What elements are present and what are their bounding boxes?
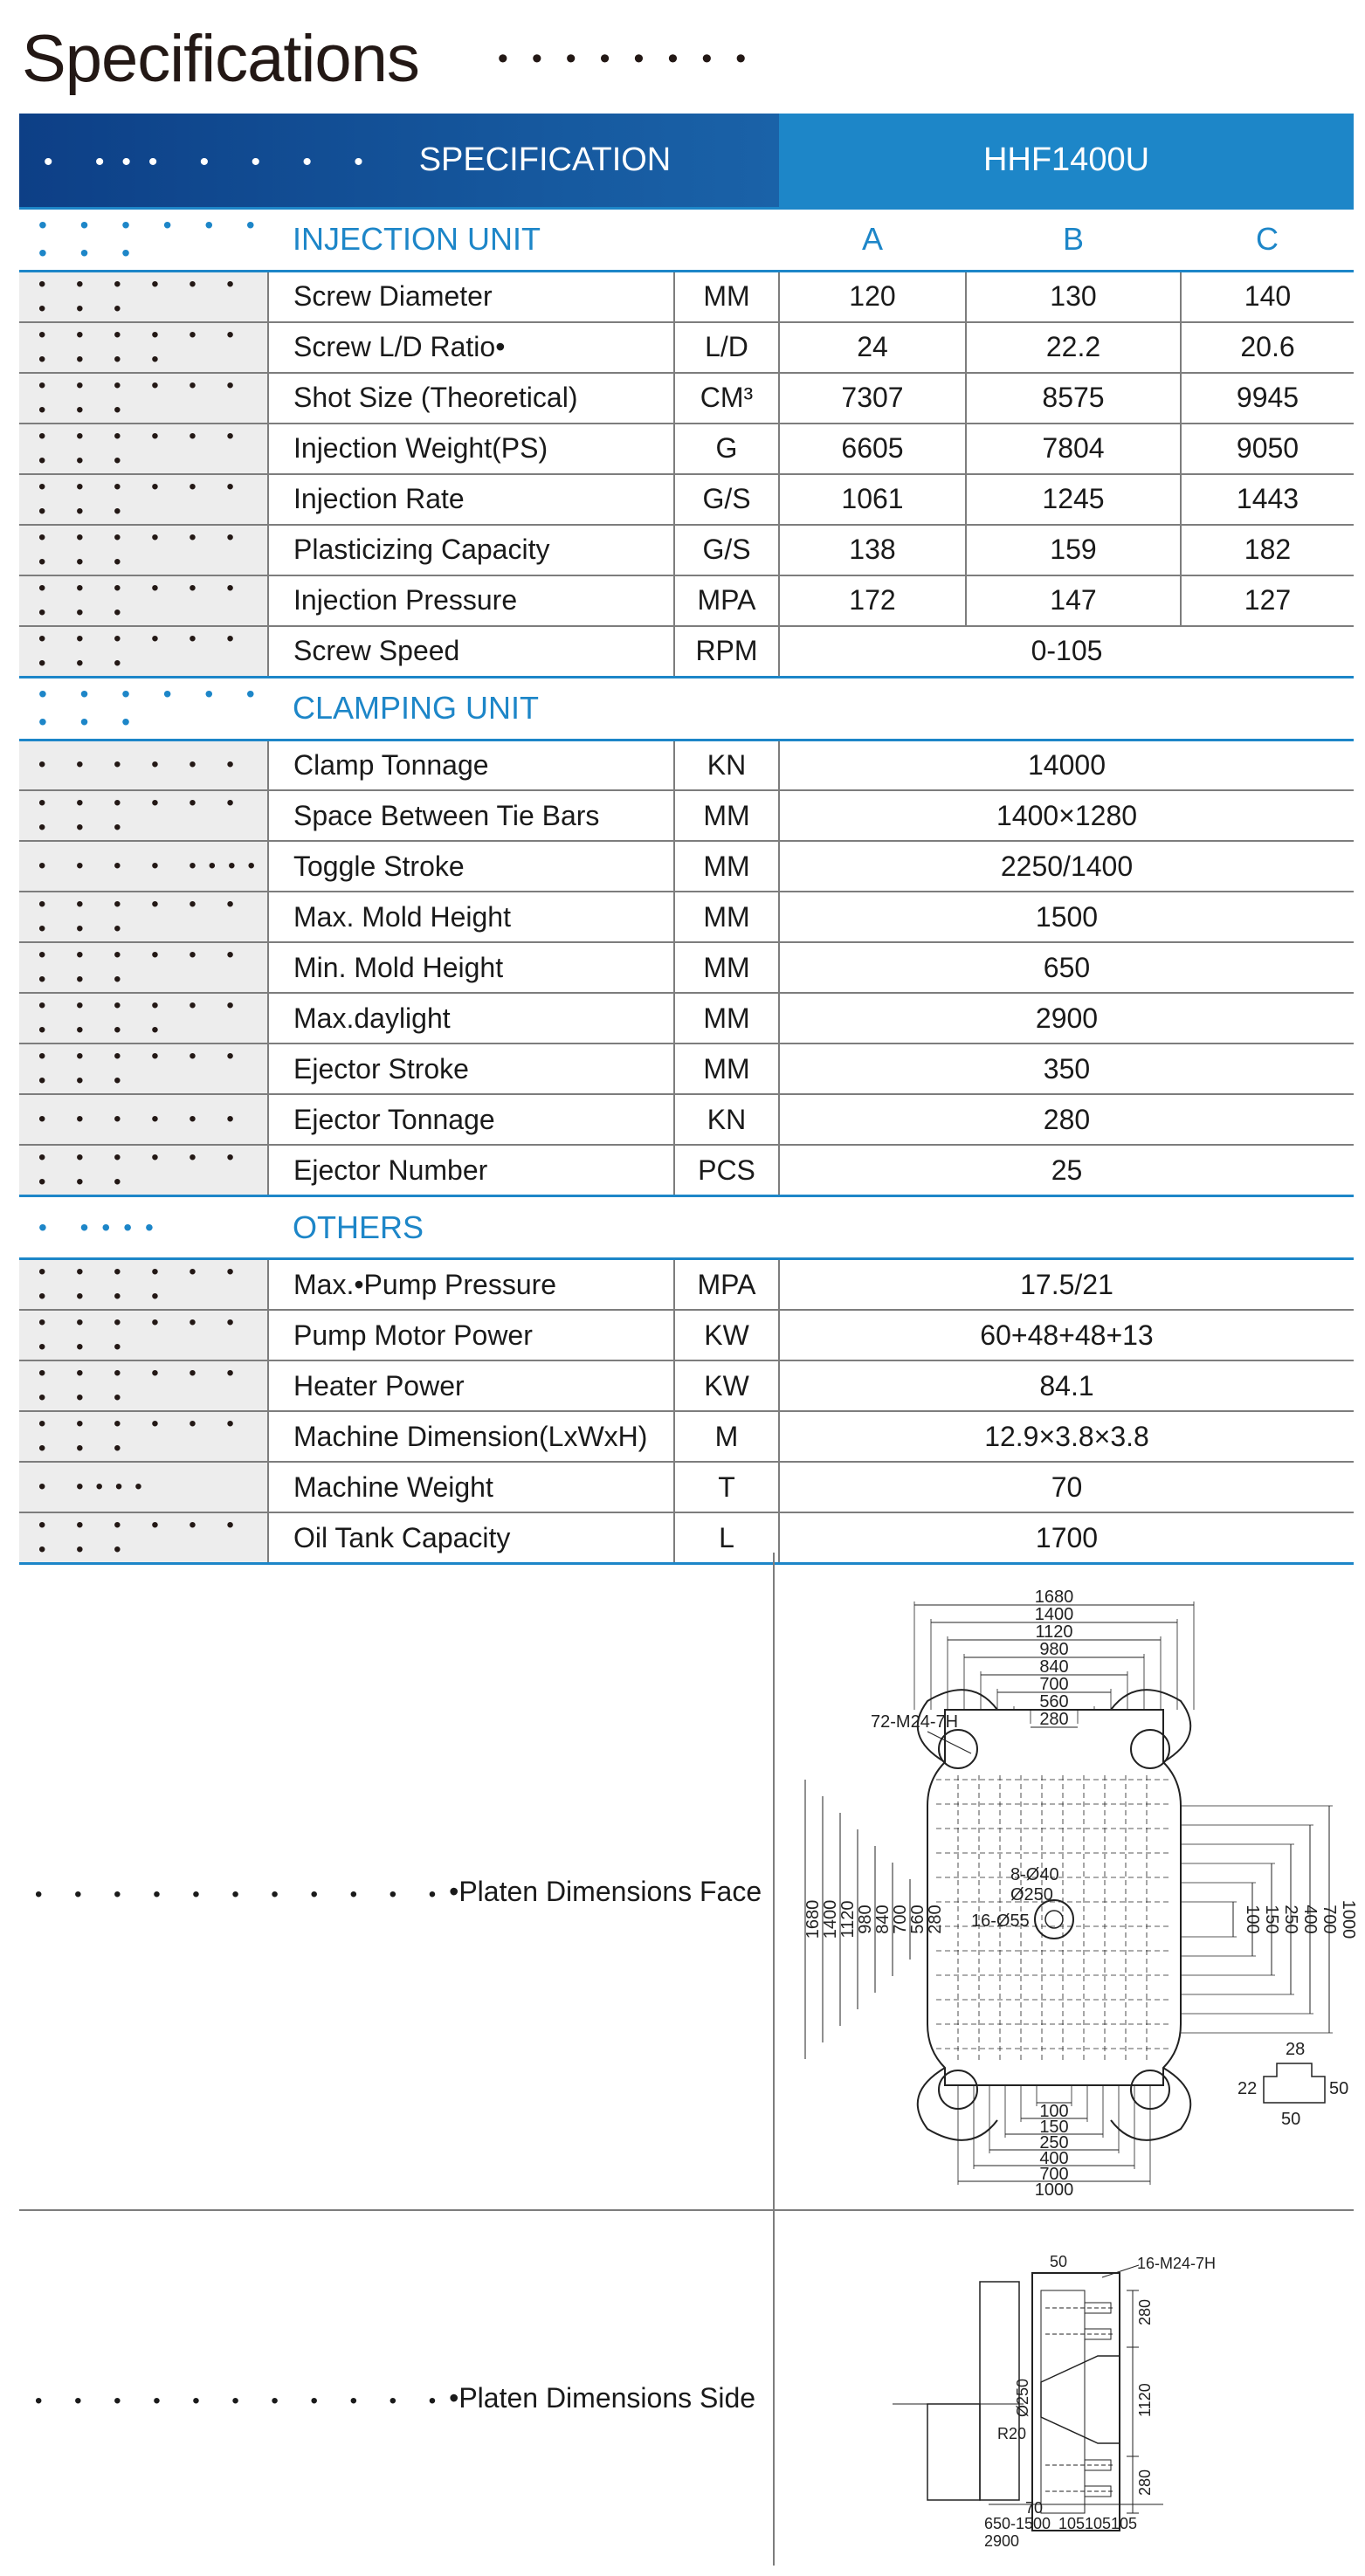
row-value-b: 1245 [966,474,1181,525]
row-value-a: 172 [779,575,966,626]
row-unit: KN [674,1094,779,1145]
right-dim: 150 [1262,1904,1281,1934]
row-unit: KN [674,740,779,790]
row-value: 350 [779,1043,1354,1094]
thread-label: 16-M24-7H [1137,2255,1217,2272]
row-label: Plasticizing Capacity [268,525,674,575]
platen-face-drawing [796,1579,1358,2200]
right-dim-mid: 1120 [1136,2383,1154,2417]
row-label: Screw L/D Ratio• [268,322,674,373]
left-dim: 1400 [821,1899,840,1939]
row-unit: MM [674,1043,779,1094]
table-row [19,1360,1354,1411]
table-row [19,474,1354,525]
left-dim: 280 [926,1904,945,1934]
row-unit: KW [674,1310,779,1360]
column-head-b: B [966,208,1181,271]
nozzle-cone [1041,2356,1120,2443]
table-row [19,841,1354,892]
right-dim-bot: 280 [1136,2469,1154,2496]
right-dim-top: 280 [1136,2298,1154,2325]
table-row [19,1310,1354,1360]
platen-face-label [35,1876,762,1908]
top-dim: 280 [1039,1710,1069,1729]
row-dots: • • • • • • • • • [19,424,268,474]
table-row [19,373,1354,424]
slot-dim-c: 50 [1281,2110,1301,2129]
row-value-c: 140 [1181,271,1354,322]
row-dots: • • • • • • • • • [19,575,268,626]
table-row [19,740,1354,790]
table-row [19,1462,1354,1512]
row-dots: • • • • • • • • • [19,1512,268,1564]
row-dots: • • • • • • • • • [19,1411,268,1462]
row-label: Max. Mold Height [268,892,674,942]
row-label: Min. Mold Height [268,942,674,993]
row-value: 2900 [779,993,1354,1043]
row-value: 84.1 [779,1360,1354,1411]
table-row [19,993,1354,1043]
row-dots: • •••• [19,1462,268,1512]
row-value-b: 159 [966,525,1181,575]
section-title: INJECTION UNIT [268,208,779,271]
row-dots: • • • • • • • • • [19,373,268,424]
row-value: 280 [779,1094,1354,1145]
bottom-dim-c: 105 [1058,2515,1086,2532]
row-dots: • • • • • • • • • [19,271,268,322]
row-value-a: 138 [779,525,966,575]
row-value: 2250/1400 [779,841,1354,892]
platen-side-inner [1041,2290,1085,2513]
row-value-a: 1061 [779,474,966,525]
row-unit: MM [674,790,779,841]
row-unit: G/S [674,474,779,525]
row-value: 650 [779,942,1354,993]
row-value: 70 [779,1462,1354,1512]
row-value-c: 127 [1181,575,1354,626]
row-label: Screw Speed [268,626,674,678]
section-injection [19,208,1354,271]
platen-side-label [35,2382,755,2414]
row-unit: MPA [674,575,779,626]
top-dim: 980 [1039,1640,1069,1659]
table-row [19,525,1354,575]
header-spec-cell [19,114,779,208]
bottom-dim-f: 2900 [984,2532,1020,2550]
label-text: •Platen Dimensions Face [449,1876,762,1907]
row-dots: • • • • • • • • • [19,1310,268,1360]
row-dots: • • • • • • • • • [19,892,268,942]
row-label: Clamp Tonnage [268,740,674,790]
row-unit: MM [674,993,779,1043]
row-unit: PCS [674,1145,779,1196]
mold-block-front [927,2404,980,2500]
row-value: 0-105 [779,626,1354,678]
table-row [19,1145,1354,1196]
left-dim: 1120 [838,1900,858,1939]
row-unit: MM [674,271,779,322]
row-value: 17.5/21 [779,1259,1354,1311]
slot-dim-d: 50 [1329,2079,1349,2098]
row-unit: RPM [674,626,779,678]
row-dots: • • • • • • • • • [19,474,268,525]
left-dim-radius: R20 [997,2425,1027,2442]
center-hole [1035,1900,1073,1939]
section-title: OTHERS [268,1196,1354,1259]
drawings-section [19,1553,1358,2566]
row-dots: • • • • • • • • • [19,1360,268,1411]
table-row [19,790,1354,841]
table-row [19,1259,1354,1311]
left-dim-dia: Ø250 [1014,2378,1031,2417]
row-value-a: 6605 [779,424,966,474]
row-label: Machine Weight [268,1462,674,1512]
right-dim: 1000 [1339,1899,1358,1939]
title-row [22,19,1349,98]
row-dots: • • • • • • • • • • [19,322,268,373]
row-dots: • • • • • • • • • • [19,993,268,1043]
left-dim: 840 [873,1904,893,1934]
slot-dim-b: 22 [1237,2079,1258,2098]
table-row [19,1043,1354,1094]
top-dim: 700 [1039,1675,1069,1694]
row-label: Machine Dimension(LxWxH) [268,1411,674,1462]
table-row [19,626,1354,678]
drawing-divider-horizontal [19,2209,1354,2211]
top-dim: 1400 [1034,1605,1074,1624]
page-title: Specifications [22,21,419,96]
table-row [19,575,1354,626]
bottom-dim-e: 105 [1111,2515,1138,2532]
bottom-dim-d: 105 [1085,2515,1112,2532]
row-label: Injection Pressure [268,575,674,626]
t-slot-detail [1237,2040,1348,2129]
row-value: 1400×1280 [779,790,1354,841]
left-dim: 700 [891,1904,910,1934]
column-head-a: A [779,208,966,271]
row-dots: • • • • •••• [19,841,268,892]
section-title: CLAMPING UNIT [268,677,1354,740]
table-row [19,942,1354,993]
bottom-dim-b: 650-1500 [984,2515,1051,2532]
header-label: SPECIFICATION [418,141,672,178]
table-row [19,271,1354,322]
bottom-dim: 700 [1039,2165,1069,2184]
row-value: 12.9×3.8×3.8 [779,1411,1354,1462]
row-dots: • • • • • • • • • [19,942,268,993]
row-unit: MM [674,892,779,942]
row-value-c: 182 [1181,525,1354,575]
bottom-dim: 250 [1039,2133,1069,2152]
tie-bar-boss-bl [918,2068,997,2140]
section-others [19,1196,1354,1259]
row-value-b: 7804 [966,424,1181,474]
right-dim: 400 [1300,1904,1320,1934]
table-row [19,892,1354,942]
column-head-c: C [1181,208,1354,271]
left-dim: 560 [908,1904,927,1934]
table-row [19,1411,1354,1462]
row-value-b: 147 [966,575,1181,626]
left-dim: 980 [856,1904,875,1934]
header-dots: • ••• • • • • [44,147,381,176]
row-label: Injection Weight(PS) [268,424,674,474]
platen-side-outline [1032,2273,1120,2531]
row-value-b: 22.2 [966,322,1181,373]
top-dim: 1120 [1035,1622,1073,1642]
top-dim: 840 [1039,1657,1069,1677]
top-dim: 50 [1050,2253,1068,2270]
row-value-c: 1443 [1181,474,1354,525]
row-label: Shot Size (Theoretical) [268,373,674,424]
title-dots: •••••••• [497,41,770,75]
right-dim: 250 [1281,1904,1300,1934]
row-dots: • • • • • • [19,740,268,790]
top-dim: 1680 [1034,1588,1074,1607]
row-value: 1700 [779,1512,1354,1564]
label-dots: • • • • • • • • • • • [35,2389,450,2413]
row-label: Ejector Number [268,1145,674,1196]
row-dots: • • • • • • [19,1094,268,1145]
section-dots: • • • • • • • • • [19,208,268,271]
row-label: Toggle Stroke [268,841,674,892]
section-clamping [19,677,1354,740]
bottom-dim-a: 70 [1025,2499,1044,2517]
thread-label: 72-M24-7H [871,1712,959,1732]
row-dots: • • • • • • • • • • [19,1259,268,1311]
row-unit: T [674,1462,779,1512]
right-dim: 100 [1243,1904,1262,1934]
row-value-a: 24 [779,322,966,373]
row-label: Space Between Tie Bars [268,790,674,841]
hole-label-b: Ø250 [1010,1885,1053,1904]
row-label: Ejector Tonnage [268,1094,674,1145]
row-label: Heater Power [268,1360,674,1411]
row-value-b: 8575 [966,373,1181,424]
top-dim: 560 [1039,1692,1069,1712]
bottom-dim: 400 [1039,2149,1069,2168]
table-row [19,1094,1354,1145]
label-dots: • • • • • • • • • • • [35,1883,450,1906]
left-dim: 1680 [803,1899,823,1939]
row-value-c: 20.6 [1181,322,1354,373]
row-value-c: 9945 [1181,373,1354,424]
row-unit: M [674,1411,779,1462]
row-dots: • • • • • • • • • [19,1145,268,1196]
hole-label-c: 16-Ø55 [971,1911,1030,1931]
row-unit: L [674,1512,779,1564]
row-label: Ejector Stroke [268,1043,674,1094]
row-value: 25 [779,1145,1354,1196]
platen-side-drawing [796,2242,1355,2557]
row-unit: MM [674,942,779,993]
right-dim: 700 [1320,1904,1339,1934]
row-unit: MM [674,841,779,892]
row-value: 1500 [779,892,1354,942]
row-value: 14000 [779,740,1354,790]
tie-bar-boss-br [1111,2068,1190,2140]
spec-table [19,114,1354,1565]
row-unit: G/S [674,525,779,575]
drawing-divider-vertical [773,1553,775,2566]
row-value-a: 120 [779,271,966,322]
row-unit: KW [674,1360,779,1411]
row-label: Pump Motor Power [268,1310,674,1360]
row-dots: • • • • • • • • • [19,525,268,575]
bottom-dim: 1000 [1034,2180,1074,2200]
slot-dim-a: 28 [1286,2040,1306,2059]
row-value-b: 130 [966,271,1181,322]
row-label: Oil Tank Capacity [268,1512,674,1564]
row-label: Injection Rate [268,474,674,525]
table-row [19,322,1354,373]
row-unit: L/D [674,322,779,373]
row-label: Screw Diameter [268,271,674,322]
bottom-dim: 100 [1039,2102,1069,2121]
row-dots: • • • • • • • • • [19,790,268,841]
row-unit: G [674,424,779,474]
center-hole-inner [1045,1911,1063,1928]
hole-label-a: 8-Ø40 [1010,1865,1059,1884]
tie-bar-boss-tr [1111,1690,1190,1762]
header-model: HHF1400U [779,114,1354,208]
section-dots: • •••• [19,1196,268,1259]
row-label: Max.•Pump Pressure [268,1259,674,1311]
table-row [19,424,1354,474]
label-text: •Platen Dimensions Side [449,2382,756,2414]
table-header [19,114,1354,208]
row-value-c: 9050 [1181,424,1354,474]
row-value: 60+48+48+13 [779,1310,1354,1360]
row-label: Max.daylight [268,993,674,1043]
row-value-a: 7307 [779,373,966,424]
section-dots: • • • • • • • • • [19,677,268,740]
row-unit: CM³ [674,373,779,424]
row-unit: MPA [674,1259,779,1311]
bottom-dim: 150 [1039,2118,1069,2137]
row-dots: • • • • • • • • • [19,1043,268,1094]
row-dots: • • • • • • • • • [19,626,268,678]
